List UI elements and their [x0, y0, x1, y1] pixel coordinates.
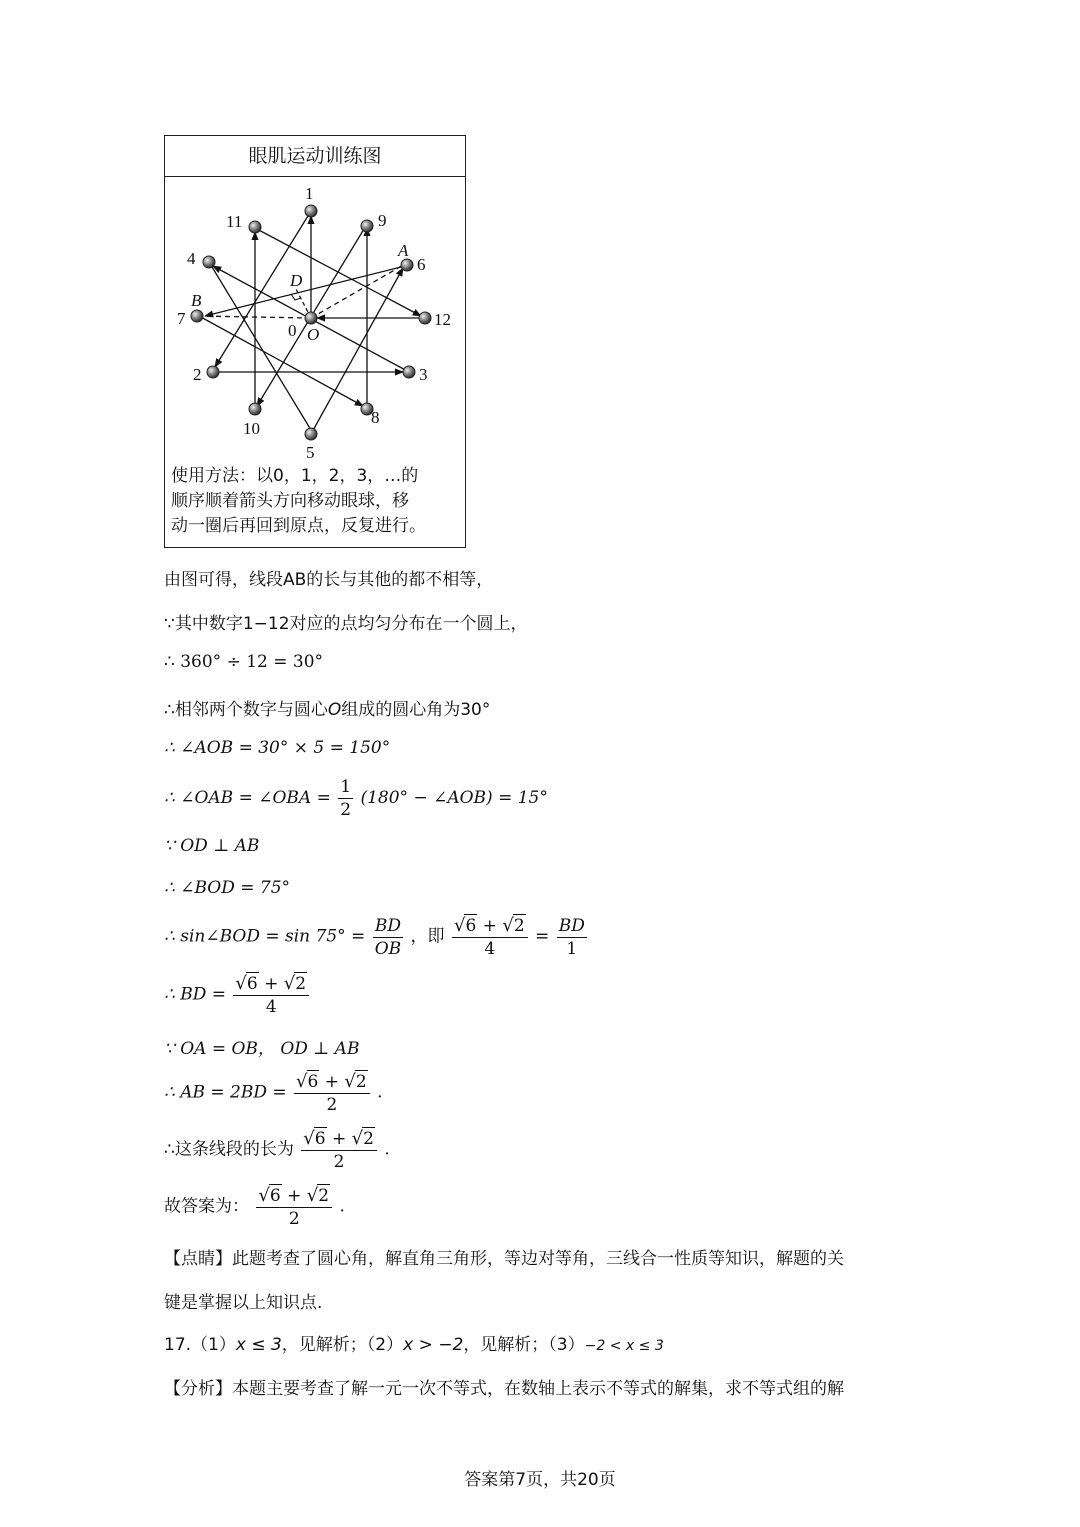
radicand: 6	[269, 1186, 281, 1206]
l17-f: −2 < x ≤ 3	[584, 1338, 664, 1354]
radical-sign: √	[258, 1185, 270, 1206]
text-line-4	[164, 695, 490, 720]
ball-0	[305, 312, 317, 324]
label-11: 11	[226, 212, 243, 231]
label-2: 2	[193, 365, 202, 384]
text-line-7: ∵ OD ⊥ AB	[164, 836, 260, 856]
fraction-sqrt-sum	[294, 1070, 370, 1116]
radicand: 2	[295, 974, 307, 994]
radical-sign: √	[306, 1185, 319, 1206]
l6-right: (180° − ∠AOB) = 15°	[360, 788, 548, 808]
radicand: 6	[307, 1072, 319, 1092]
text-line-18: 【分析】本题主要考查了解一元一次不等式，在数轴上表示不等式的解集，求不等式组的解	[164, 1379, 844, 1399]
l13-left: ∴这条线段的长为	[164, 1139, 294, 1160]
label-10: 10	[243, 419, 260, 438]
l17-e: ，见解析；（3）	[463, 1335, 585, 1355]
fraction-bd-ob	[373, 915, 403, 960]
fraction-sqrt-sum	[301, 1127, 377, 1173]
line-7-8	[199, 316, 363, 406]
text-line-15: 【点睛】此题考查了圆心角，解直角三角形，等边对等角，三线合一性质等知识，解题的关	[164, 1249, 844, 1269]
l4-O: O	[327, 700, 342, 720]
radical-sign: √	[235, 973, 247, 994]
radicand: 2	[363, 1129, 374, 1149]
frac-den: 2	[288, 1209, 300, 1229]
fraction-sqrt-sum	[452, 914, 528, 960]
radical-sign: √	[502, 915, 514, 936]
eye-training-figure	[164, 135, 466, 548]
ball-7	[191, 310, 203, 322]
figure-title: 眼肌运动训练图	[165, 136, 465, 177]
figure-usage	[171, 464, 463, 539]
text-line-2	[164, 609, 528, 634]
radical-sign: √	[453, 915, 466, 936]
text-line-16: 键是掌握以上知识点.	[164, 1293, 323, 1313]
text-line-14	[164, 1184, 345, 1230]
l14-left: 故答案为：	[164, 1196, 249, 1217]
plus-sign: +	[324, 1072, 340, 1092]
frac-num	[301, 1127, 377, 1151]
usage-line-1: 使用方法：以0，1，2，3，…的	[171, 466, 419, 486]
text-line-5: ∴ ∠AOB = 30° × 5 = 150°	[164, 738, 391, 758]
label-1: 1	[305, 184, 314, 203]
l9-eq: =	[535, 926, 550, 947]
label-B: B	[191, 291, 202, 310]
label-O: O	[307, 325, 320, 344]
l2-suffix: 对应的点均匀分布在一个圆上，	[289, 614, 528, 634]
label-3: 3	[419, 365, 428, 384]
radical-sign: √	[351, 1128, 364, 1149]
l2-range: 1−12	[242, 614, 290, 634]
ball-9	[361, 220, 373, 232]
l9-left: ∴ sin∠BOD = sin 75° =	[164, 926, 366, 947]
ball-5	[305, 428, 317, 440]
radicand: 6	[246, 974, 258, 994]
radicand: 2	[355, 1072, 367, 1092]
ball-6	[401, 259, 413, 271]
ball-4	[203, 256, 215, 268]
label-8: 8	[371, 408, 380, 427]
label-D: D	[290, 271, 303, 290]
fraction-bd-1	[557, 915, 587, 960]
ball-12	[419, 312, 431, 324]
frac-num	[233, 972, 309, 996]
frac-num	[452, 914, 528, 938]
label-12: 12	[434, 310, 451, 329]
l9-ji: ，即	[410, 926, 445, 947]
fraction-half	[338, 776, 353, 821]
radicand: 2	[318, 1186, 330, 1206]
text-line-1: 由图可得，线段AB的长与其他的都不相等，	[164, 570, 494, 590]
l2-prefix: ∵其中数字	[164, 614, 243, 634]
label-9: 9	[378, 211, 387, 230]
fraction-sqrt-sum	[256, 1184, 332, 1230]
frac-num: BD	[558, 915, 585, 936]
l17-a: 17.（1）	[164, 1335, 236, 1355]
l6-left: ∴ ∠OAB = ∠OBA =	[164, 788, 331, 808]
l14-dot: .	[339, 1196, 345, 1217]
text-line-11: ∵ OA = OB， OD ⊥ AB	[164, 1039, 360, 1059]
usage-line-2: 顺序顺着箭头方向移动眼球，移	[171, 491, 409, 511]
frac-den: 2	[333, 1152, 345, 1172]
radical-sign: √	[303, 1128, 315, 1149]
fraction-sqrt-sum	[233, 972, 309, 1018]
text-line-3: ∴ 360° ÷ 12 = 30°	[164, 652, 324, 672]
text-line-9	[164, 914, 589, 960]
ball-11	[249, 221, 261, 233]
frac-num: BD	[373, 915, 403, 938]
frac-num	[256, 1184, 332, 1208]
label-A: A	[398, 241, 409, 260]
text-line-17	[164, 1330, 664, 1355]
plus-sign: +	[482, 916, 497, 936]
label-6: 6	[417, 255, 426, 274]
l4-suffix: 组成的圆心角为30°	[341, 700, 491, 720]
l10-left: ∴ BD =	[164, 984, 226, 1005]
frac-den: 2	[326, 1095, 338, 1115]
l13-dot: .	[384, 1139, 390, 1160]
plus-sign: +	[331, 1129, 347, 1149]
l12-left: ∴ AB = 2BD =	[164, 1082, 287, 1103]
l17-b: x ≤ 3	[235, 1335, 282, 1355]
frac-den: 4	[484, 939, 496, 959]
l17-c: ，见解析；（2）	[281, 1335, 404, 1355]
ball-3	[403, 366, 415, 378]
text-line-12	[164, 1070, 383, 1116]
ball-2	[207, 366, 219, 378]
text-line-13	[164, 1127, 390, 1173]
radical-sign: √	[344, 1071, 356, 1092]
text-line-10	[164, 972, 311, 1018]
frac-num	[294, 1070, 370, 1094]
page-footer: 答案第7页，共20页	[464, 1470, 616, 1490]
plus-sign: +	[287, 1186, 302, 1206]
label-7: 7	[177, 309, 186, 328]
frac-den: 1	[566, 938, 578, 959]
label-0: 0	[288, 321, 297, 340]
frac-den: 2	[340, 800, 352, 820]
frac-num: 1	[340, 777, 352, 797]
figure-diagram	[165, 176, 465, 466]
text-line-8: ∴ ∠BOD = 75°	[164, 878, 291, 898]
label-5: 5	[306, 443, 315, 462]
l17-d: x > −2	[403, 1335, 464, 1355]
l12-dot: .	[377, 1082, 383, 1103]
radicand: 2	[513, 916, 525, 936]
l4-prefix: ∴相邻两个数字与圆心	[164, 700, 328, 720]
radical-sign: √	[296, 1071, 308, 1092]
ball-1	[305, 205, 317, 217]
plus-sign: +	[264, 974, 279, 994]
frac-den: 4	[265, 997, 277, 1017]
text-line-6	[164, 776, 548, 821]
radicand: 6	[465, 916, 477, 936]
frac-den: OB	[374, 938, 402, 959]
radical-sign: √	[283, 973, 296, 994]
dashed-OB	[197, 316, 311, 318]
label-4: 4	[187, 249, 196, 268]
usage-line-3: 动一圈后再回到原点，反复进行。	[171, 516, 426, 536]
radicand: 6	[314, 1129, 326, 1149]
ball-10	[249, 403, 261, 415]
